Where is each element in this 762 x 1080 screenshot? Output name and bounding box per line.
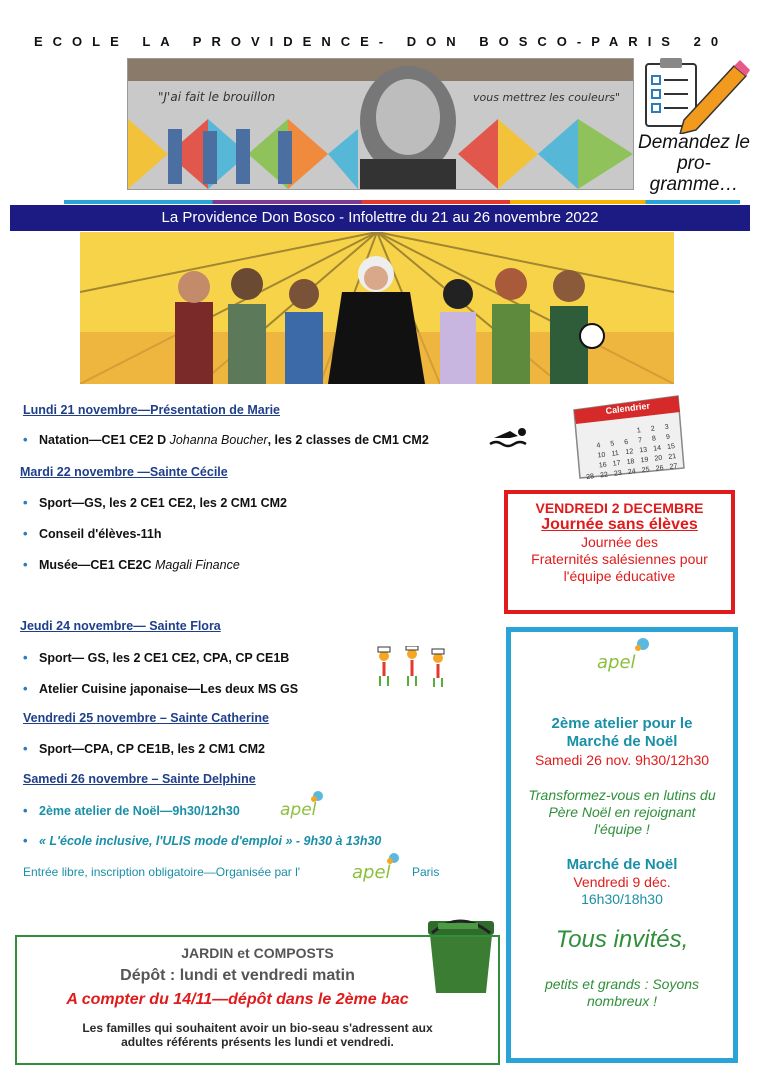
red-box-line-3: l'équipe éducative: [563, 568, 676, 584]
calendar-icon: [566, 390, 686, 485]
svg-text:15: 15: [666, 443, 676, 452]
svg-text:6: 6: [623, 438, 629, 447]
item-text: « L'école inclusive, l'ULIS mode d'emploi » - 9h30 à 13h30: [39, 834, 382, 848]
bullet-icon: •: [23, 833, 28, 848]
mural-quote-right: vous mettrez les couleurs": [473, 91, 621, 104]
calendar-header-label: Calendrier: [605, 400, 651, 416]
footnote-text: Entrée libre, inscription obligatoire—Organisée par l': [23, 865, 301, 879]
item-text: 2ème atelier de Noël—9h30/12h30: [39, 804, 240, 818]
teacher-name: Magali Finance: [155, 558, 240, 572]
day-heading-tuesday: Mardi 22 novembre —Sainte Cécile: [20, 465, 228, 479]
red-box-line-2: Fraternités salésiennes pour: [531, 551, 708, 567]
svg-text:26: 26: [655, 464, 664, 473]
atelier-title-line-1: 2ème atelier pour le: [551, 715, 693, 732]
list-item: [23, 741, 265, 756]
svg-text:21: 21: [668, 453, 677, 461]
svg-text:4: 4: [596, 442, 601, 450]
bullet-icon: •: [23, 526, 28, 541]
item-text: Sport—GS, les 2 CE1 CE2, les 2 CM1 CM2: [39, 496, 287, 510]
compost-title: JARDIN et COMPOSTS: [181, 945, 334, 961]
list-item: [23, 803, 240, 818]
list-item: [23, 833, 381, 848]
svg-text:3: 3: [664, 423, 670, 432]
footnote-paris: Paris: [412, 865, 440, 879]
red-box-date: VENDREDI 2 DECEMBRE: [535, 500, 704, 516]
petits-line-2: nombreux !: [586, 993, 658, 1009]
item-text: Conseil d'élèves-11h: [39, 527, 162, 541]
garden-compost-box: [15, 935, 500, 1065]
item-text-rest: , les 2 classes de CM1 CM2: [267, 433, 429, 447]
compost-compter: A compter du 14/11—dépôt dans le 2ème bac: [66, 991, 409, 1008]
color-divider: [64, 200, 740, 204]
svg-text:14: 14: [652, 444, 662, 453]
list-item: [23, 526, 161, 541]
list-item: [23, 681, 298, 696]
red-box-title: Journée sans élèves: [541, 516, 698, 533]
svg-text:1: 1: [636, 427, 642, 435]
petits-line-1: petits et grands : Soyons: [544, 976, 700, 992]
svg-text:10: 10: [597, 451, 606, 460]
lutins-line-1: Transformez-vous en lutins du: [528, 787, 716, 803]
bullet-icon: •: [23, 557, 28, 572]
apel-logo-text: apel: [280, 800, 317, 820]
day-heading-thursday: Jeudi 24 novembre— Sainte Flora: [20, 619, 221, 633]
bullet-icon: •: [23, 650, 28, 665]
apel-logo-text: apel: [352, 862, 391, 883]
marche-time: 16h30/18h30: [581, 891, 663, 907]
item-text: Musée—CE1 CE2C: [39, 558, 156, 572]
red-box-line-1: Journée des: [580, 534, 659, 550]
no-students-day-box: [504, 490, 735, 614]
bullet-icon: •: [23, 741, 28, 756]
lutins-line-3: l'équipe !: [594, 821, 650, 837]
apel-logo: [511, 632, 733, 690]
teacher-name: Johanna Boucher: [169, 433, 268, 447]
svg-text:19: 19: [640, 456, 649, 465]
apel-logo-footnote: [352, 852, 402, 889]
day-heading-saturday: Samedi 26 novembre – Sainte Delphine: [23, 772, 256, 786]
svg-text:23: 23: [613, 469, 623, 478]
svg-text:7: 7: [637, 437, 643, 445]
apel-logo: [280, 790, 330, 827]
day-heading-monday: Lundi 21 novembre—Présentation de Marie: [23, 403, 281, 417]
saints-and-students-illustration: [80, 232, 674, 384]
item-text: Atelier Cuisine japonaise—Les deux MS GS: [39, 682, 299, 696]
svg-text:13: 13: [639, 446, 648, 455]
mural-illustration: [128, 59, 633, 189]
compost-familles-line-1: Les familles qui souhaitent avoir un bio-seau s'adressent aux: [82, 1021, 433, 1035]
compost-familles-line-2: adultes référents présents les lundi et vendredi.: [121, 1035, 394, 1049]
programme-note: Demandez le pro-gramme…: [638, 132, 750, 195]
item-text: Sport—CPA, CP CE1B, les 2 CM1 CM2: [39, 742, 265, 756]
apel-logo-text: apel: [597, 652, 636, 673]
swimmer-icon: [488, 426, 532, 455]
svg-text:24: 24: [627, 468, 637, 476]
school-name: ECOLE LA PROVIDENCE- DON BOSCO-PARIS 20: [33, 34, 729, 49]
item-text: Natation—CE1 CE2 D: [39, 433, 170, 447]
svg-text:22: 22: [599, 471, 609, 480]
atelier-date: Samedi 26 nov. 9h30/12h30: [534, 752, 710, 768]
svg-text:8: 8: [651, 435, 657, 443]
list-item: [23, 432, 429, 447]
don-bosco-mural-image: [127, 58, 634, 190]
tous-invites: Tous invités,: [555, 926, 689, 953]
svg-text:18: 18: [626, 458, 635, 467]
saturday-footnote: [23, 865, 300, 879]
svg-text:11: 11: [611, 449, 620, 458]
svg-text:28: 28: [585, 473, 595, 480]
atelier-title-line-2: Marché de Noël: [566, 733, 678, 750]
svg-text:9: 9: [665, 433, 671, 442]
list-item: [23, 557, 240, 572]
bullet-icon: •: [23, 681, 28, 696]
bullet-icon: •: [23, 803, 28, 818]
svg-text:16: 16: [598, 461, 608, 470]
svg-text:5: 5: [609, 440, 615, 448]
mural-quote-left: "J'ai fait le brouillon: [158, 90, 276, 104]
svg-text:2: 2: [650, 425, 656, 433]
bullet-icon: •: [23, 432, 28, 447]
day-heading-friday: Vendredi 25 novembre – Sainte Catherine: [23, 711, 269, 725]
marche-title: Marché de Noël: [566, 856, 678, 873]
list-item: [23, 495, 287, 510]
svg-text:25: 25: [641, 466, 651, 475]
svg-text:27: 27: [669, 462, 678, 471]
list-item: [23, 650, 289, 665]
item-text: Sport— GS, les 2 CE1 CE2, CPA, CP CE1B: [39, 651, 290, 665]
svg-text:17: 17: [612, 459, 622, 468]
cooking-children-icon: [372, 646, 452, 693]
bullet-icon: •: [23, 495, 28, 510]
svg-text:12: 12: [625, 448, 634, 457]
newsletter-banner-title: La Providence Don Bosco - Infolettre du 21 au 26 novembre 2022: [10, 205, 750, 231]
apel-christmas-market-box: [506, 627, 738, 1063]
compost-depot: Dépôt : lundi et vendredi matin: [120, 967, 355, 984]
svg-text:20: 20: [654, 454, 663, 463]
marche-date: Vendredi 9 déc.: [573, 874, 671, 890]
lutins-line-2: Père Noël en rejoignant: [548, 804, 696, 820]
